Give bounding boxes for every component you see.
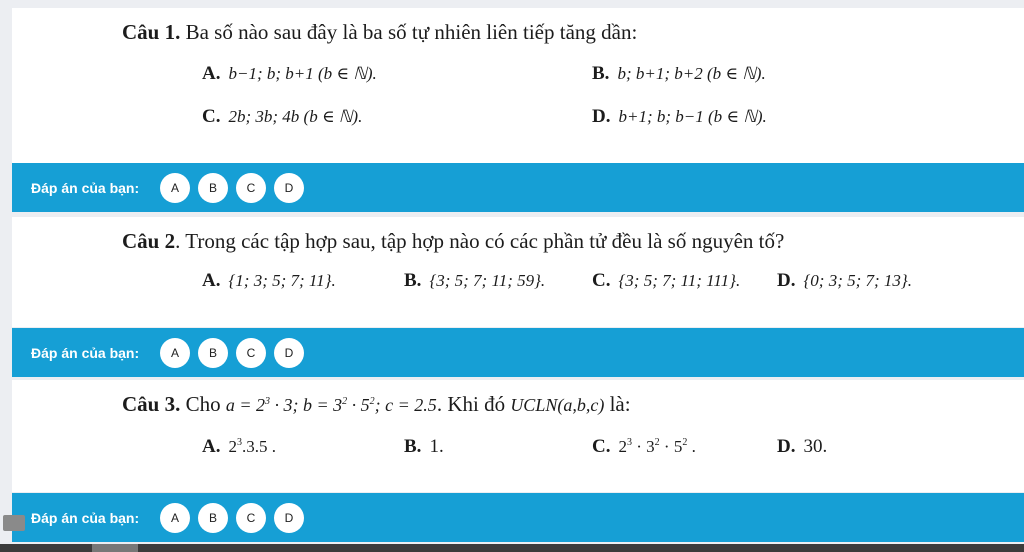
answer-label: Đáp án của bạn:: [31, 179, 140, 196]
question-2-option-b: B. {3; 5; 7; 11; 59}.: [404, 270, 546, 291]
question-3-option-d: D. 30.: [777, 436, 828, 457]
question-3-option-b: B. 1.: [404, 436, 444, 457]
question-2-option-d: D. {0; 3; 5; 7; 13}.: [777, 270, 912, 291]
question-1-card: [12, 8, 1024, 163]
question-1-option-a: A. b−1; b; b+1 (b ∈ ℕ).: [202, 63, 377, 84]
answer-3-choice-c[interactable]: C: [236, 503, 266, 533]
scrollbar-thumb[interactable]: [92, 544, 138, 552]
answer-1-choice-d[interactable]: D: [274, 173, 304, 203]
question-1-option-b: B. b; b+1; b+2 (b ∈ ℕ).: [592, 63, 766, 84]
answer-bar-3: [12, 493, 1024, 542]
answer-bar-1: [12, 163, 1024, 212]
question-1-option-d: D. b+1; b; b−1 (b ∈ ℕ).: [592, 106, 767, 127]
question-3-option-a: A. $2^3.3.5$ .: [202, 436, 276, 457]
answer-bar-2: [12, 328, 1024, 377]
answer-1-choice-b[interactable]: B: [198, 173, 228, 203]
question-2-card: [12, 217, 1024, 327]
question-3-text: Câu 3. Cho $a = 2^3 \cdot 3$; $b = 3^2 \cdot 5^2$; c = 2.5. Khi đó UCLN(a,b,c) là:: [122, 392, 631, 416]
answer-2-choice-c[interactable]: C: [236, 338, 266, 368]
question-3-card: [12, 380, 1024, 492]
answer-2-choice-b[interactable]: B: [198, 338, 228, 368]
question-2-text: Câu 2. Trong các tập hợp sau, tập hợp nào có các phần tử đều là số nguyên tố?: [122, 229, 785, 253]
answer-3-choice-d[interactable]: D: [274, 503, 304, 533]
answer-3-choice-b[interactable]: B: [198, 503, 228, 533]
question-3-option-c: C. $2^3 \cdot 3^2 \cdot 5^2$ .: [592, 436, 696, 457]
answer-label: Đáp án của bạn:: [31, 509, 140, 526]
corner-flag-icon: [3, 515, 25, 531]
answer-2-choice-a[interactable]: A: [160, 338, 190, 368]
answer-label: Đáp án của bạn:: [31, 344, 140, 361]
question-2-option-a: A. {1; 3; 5; 7; 11}.: [202, 270, 336, 291]
answer-3-choice-a[interactable]: A: [160, 503, 190, 533]
question-1-text: Câu 1. Ba số nào sau đây là ba số tự nhiên liên tiếp tăng dần:: [122, 20, 638, 44]
answer-1-choice-a[interactable]: A: [160, 173, 190, 203]
answer-1-choice-c[interactable]: C: [236, 173, 266, 203]
answer-2-choice-d[interactable]: D: [274, 338, 304, 368]
question-1-option-c: C. 2b; 3b; 4b (b ∈ ℕ).: [202, 106, 363, 127]
bottom-scrollbar[interactable]: [0, 544, 1024, 552]
question-2-option-c: C. {3; 5; 7; 11; 111}.: [592, 270, 741, 291]
